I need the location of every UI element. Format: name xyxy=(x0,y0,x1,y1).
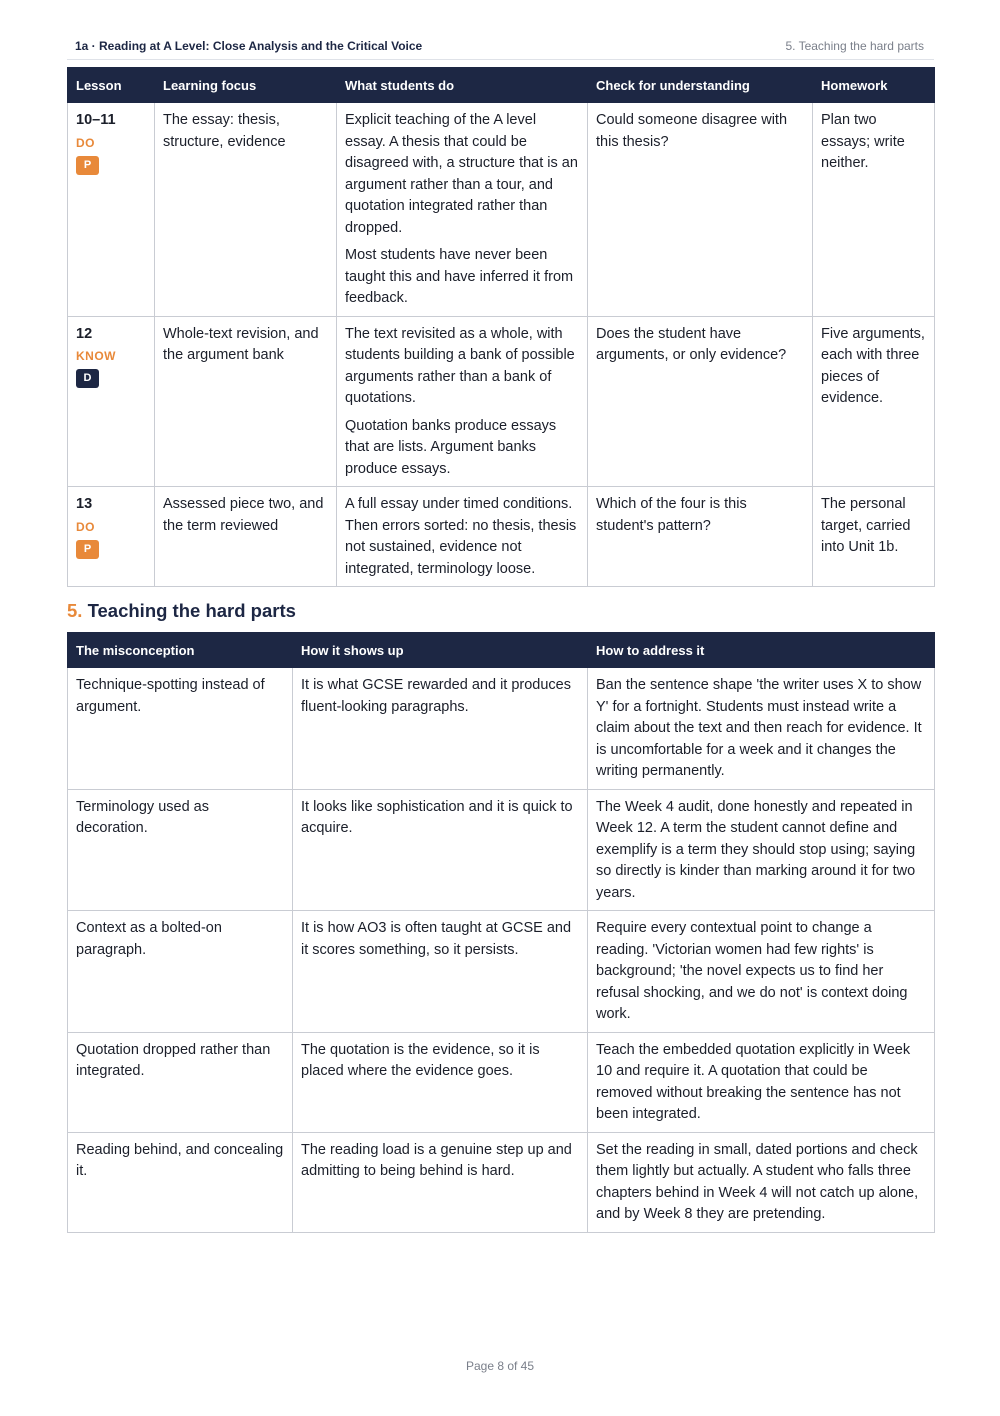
lesson-badge: P xyxy=(76,540,99,559)
column-header-misconception: The misconception xyxy=(68,633,293,668)
section-heading xyxy=(67,600,296,622)
focus-cell: Assessed piece two, and the term reviewed xyxy=(155,487,337,587)
misconceptions-table xyxy=(67,632,935,1233)
column-header-lesson: Lesson xyxy=(68,68,155,103)
activity-paragraph: Explicit teaching of the A level essay. A thesis that could be disagreed with, a structure that is an argument rather than a tour, and quotation integrated rather than dropped. xyxy=(345,112,578,236)
activity-paragraph: Most students have never been taught this and have inferred it from feedback. xyxy=(345,247,574,306)
table-row xyxy=(68,668,935,790)
homework-cell: Five arguments, each with three pieces of evidence. xyxy=(813,316,935,487)
column-header-learning-focus: Learning focus xyxy=(155,68,337,103)
lesson-tag: DO xyxy=(76,519,95,534)
activity-paragraph: A full essay under timed conditions. Then errors sorted: no thesis, thesis not sustained, evidence not integrated, terminology loose. xyxy=(345,496,577,577)
column-header-homework: Homework xyxy=(813,68,935,103)
section-title: Teaching the hard parts xyxy=(87,600,296,621)
address-cell: Ban the sentence shape 'the writer uses X to show Y' for a fortnight. Students must instead write a claim about the text and then reach for evidence. It is uncomfortable for a week and it changes the writing permanently. xyxy=(588,668,935,790)
table-header-row xyxy=(68,633,935,668)
header-section-title: 5. Teaching the hard parts xyxy=(785,39,924,53)
table-row xyxy=(68,789,935,911)
shows-up-cell: The quotation is the evidence, so it is placed where the evidence goes. xyxy=(293,1032,588,1132)
misconception-cell: Quotation dropped rather than integrated. xyxy=(68,1032,293,1132)
column-header-how-it-shows-up: How it shows up xyxy=(293,633,588,668)
focus-cell: The essay: thesis, structure, evidence xyxy=(155,103,337,317)
lesson-badge: D xyxy=(76,369,99,388)
table-header-row xyxy=(68,68,935,103)
homework-cell: Plan two essays; write neither. xyxy=(813,103,935,317)
table-row xyxy=(68,487,935,587)
shows-up-cell: It is what GCSE rewarded and it produces fluent-looking paragraphs. xyxy=(293,668,588,790)
activity-cell xyxy=(337,487,588,587)
misconception-cell: Terminology used as decoration. xyxy=(68,789,293,911)
activity-cell xyxy=(337,103,588,317)
misconception-cell: Technique-spotting instead of argument. xyxy=(68,668,293,790)
lesson-number: 10–11 xyxy=(76,112,116,128)
table-row xyxy=(68,911,935,1033)
misconception-cell: Reading behind, and concealing it. xyxy=(68,1132,293,1232)
homework-cell: The personal target, carried into Unit 1b. xyxy=(813,487,935,587)
running-header xyxy=(67,37,934,60)
lesson-cell xyxy=(68,487,155,587)
check-cell: Does the student have arguments, or only evidence? xyxy=(588,316,813,487)
focus-cell: Whole-text revision, and the argument bank xyxy=(155,316,337,487)
table-row xyxy=(68,1132,935,1232)
address-cell: Set the reading in small, dated portions and check them lightly but actually. A student who falls three chapters behind in Week 4 will not catch up alone, and by Week 8 they are pretending. xyxy=(588,1132,935,1232)
column-header-how-to-address: How to address it xyxy=(588,633,935,668)
shows-up-cell: The reading load is a genuine step up and admitting to being behind is hard. xyxy=(293,1132,588,1232)
column-header-check: Check for understanding xyxy=(588,68,813,103)
table-row xyxy=(68,316,935,487)
address-cell: The Week 4 audit, done honestly and repeated in Week 12. A term the student cannot define and exemplify is a term they should stop using; saying so directly is kinder than marking around it for two years. xyxy=(588,789,935,911)
activity-cell xyxy=(337,316,588,487)
table-row xyxy=(68,1032,935,1132)
column-header-what-students-do: What students do xyxy=(337,68,588,103)
address-cell: Require every contextual point to change a reading. 'Victorian women had few rights' is background; 'the novel expects us to find her refusal shocking, and we do not' is context doing work. xyxy=(588,911,935,1033)
check-cell: Could someone disagree with this thesis? xyxy=(588,103,813,317)
lesson-cell xyxy=(68,316,155,487)
activity-paragraph: The text revisited as a whole, with students building a bank of possible arguments rather than a bank of quotations. xyxy=(345,325,575,406)
section-number: 5. xyxy=(67,600,83,621)
shows-up-cell: It is how AO3 is often taught at GCSE and it scores something, so it persists. xyxy=(293,911,588,1033)
table-row xyxy=(68,103,935,317)
page-number: Page 8 of 45 xyxy=(465,1359,535,1373)
shows-up-cell: It looks like sophistication and it is quick to acquire. xyxy=(293,789,588,911)
check-cell: Which of the four is this student's pattern? xyxy=(588,487,813,587)
activity-paragraph: Quotation banks produce essays that are lists. Argument banks produce essays. xyxy=(345,417,557,477)
lesson-plan-table xyxy=(67,67,935,587)
lesson-tag: DO xyxy=(76,135,95,150)
misconception-cell: Context as a bolted-on paragraph. xyxy=(68,911,293,1033)
lesson-tag: KNOW xyxy=(76,349,116,363)
header-unit-title: 1a · Reading at A Level: Close Analysis and the Critical Voice xyxy=(75,39,423,53)
lesson-cell xyxy=(68,103,155,317)
address-cell: Teach the embedded quotation explicitly in Week 10 and require it. A quotation that could be removed without breaking the sentence has not been integrated. xyxy=(588,1032,935,1132)
lesson-number: 13 xyxy=(76,496,93,512)
lesson-number: 12 xyxy=(76,325,93,342)
lesson-badge: P xyxy=(76,156,99,175)
